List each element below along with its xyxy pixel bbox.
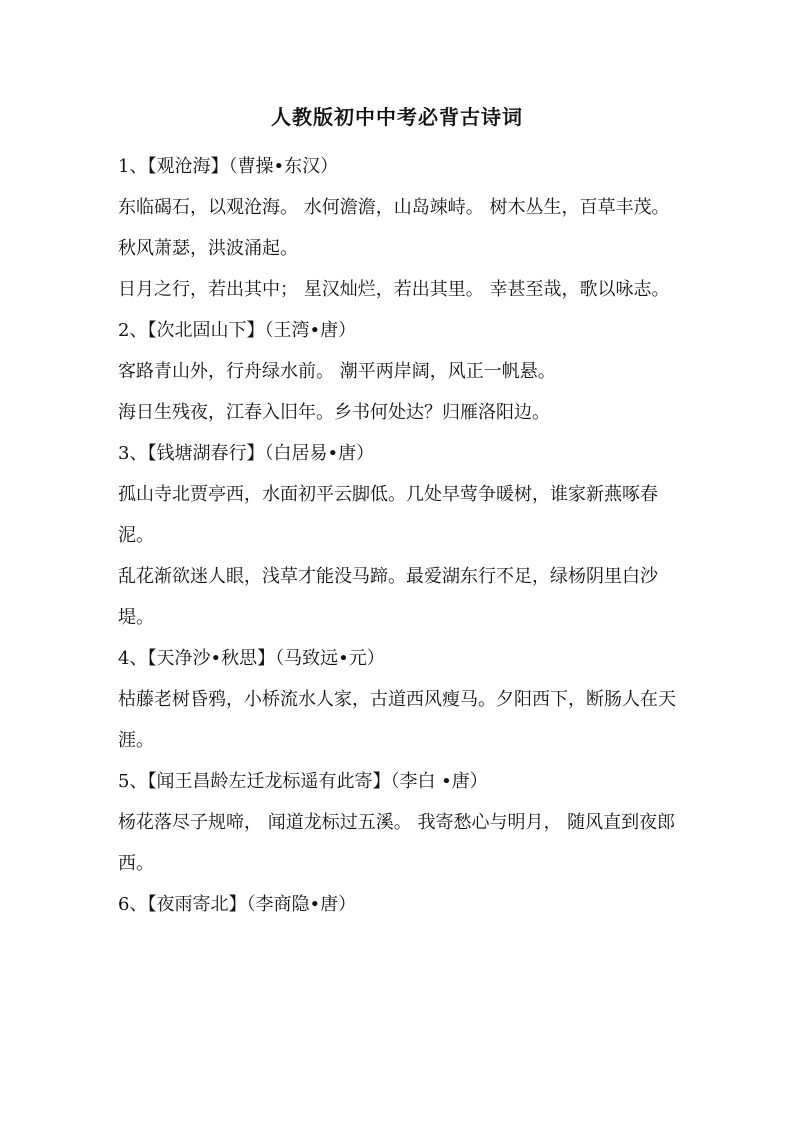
poem-title: 【钱塘湖春行】 bbox=[147, 443, 265, 464]
poem-stanza: 日月之行，若出其中； 星汉灿烂，若出其里。 幸甚至哉，歌以咏志。 bbox=[118, 279, 670, 300]
document-title: 人教版初中中考必背古诗词 bbox=[271, 105, 523, 129]
poem-author: （李商隐•唐） bbox=[246, 894, 357, 915]
poem-item bbox=[118, 146, 678, 310]
poem-author: （曹操•东汉） bbox=[228, 156, 339, 177]
poem-item bbox=[118, 638, 678, 761]
poem-stanza: 客路青山外，行舟绿水前。 潮平两岸阔，风正一帆悬。 bbox=[118, 361, 556, 382]
poem-number: 3、 bbox=[118, 443, 148, 464]
poem-heading bbox=[118, 761, 678, 802]
poem-title: 【天净沙•秋思】 bbox=[147, 648, 276, 669]
poem-stanza: 孤山寺北贾亭西，水面初平云脚低。几处早莺争暖树，谁家新燕啄春泥。 bbox=[118, 484, 658, 546]
poem-number: 1、 bbox=[118, 156, 148, 177]
poem-title: 【次北固山下】 bbox=[147, 320, 265, 341]
poem-heading bbox=[118, 310, 678, 351]
poem-author: （王湾•唐） bbox=[264, 320, 357, 341]
poem-number: 5、 bbox=[118, 771, 148, 792]
poem-author: （马致远•元） bbox=[275, 648, 385, 669]
poem-number: 6、 bbox=[118, 894, 148, 915]
poem-item bbox=[118, 761, 678, 884]
poem-title: 【观沧海】 bbox=[147, 156, 229, 177]
poem-stanza: 乱花渐欲迷人眼，浅草才能没马蹄。最爱湖东行不足，绿杨阴里白沙堤。 bbox=[118, 566, 658, 628]
poem-title: 【夜雨寄北】 bbox=[147, 894, 247, 915]
poem-list bbox=[118, 146, 678, 925]
poem-heading bbox=[118, 433, 678, 474]
poem-number: 4、 bbox=[118, 648, 148, 669]
poem-number: 2、 bbox=[118, 320, 148, 341]
poem-heading bbox=[118, 638, 678, 679]
poem-stanza: 海日生残夜，江春入旧年。乡书何处达？归雁洛阳边。 bbox=[118, 402, 550, 423]
poem-stanza: 东临碣石，以观沧海。 水何澹澹，山岛竦峙。 树木丛生，百草丰茂。 秋风萧瑟，洪波涌起。 bbox=[118, 197, 670, 259]
poem-stanza: 枯藤老树昏鸦，小桥流水人家，古道西风瘦马。夕阳西下，断肠人在天涯。 bbox=[118, 689, 676, 751]
poem-item bbox=[118, 310, 678, 433]
poem-item bbox=[118, 433, 678, 638]
poem-author: （李白 •唐） bbox=[390, 771, 488, 792]
poem-stanza: 杨花落尽子规啼， 闻道龙标过五溪。 我寄愁心与明月， 随风直到夜郎西。 bbox=[118, 812, 676, 874]
poem-title: 【闻王昌龄左迁龙标遥有此寄】 bbox=[147, 771, 391, 792]
poem-heading bbox=[118, 146, 678, 187]
poem-item bbox=[118, 884, 678, 925]
poem-heading bbox=[118, 884, 678, 925]
poem-author: （白居易•唐） bbox=[264, 443, 375, 464]
